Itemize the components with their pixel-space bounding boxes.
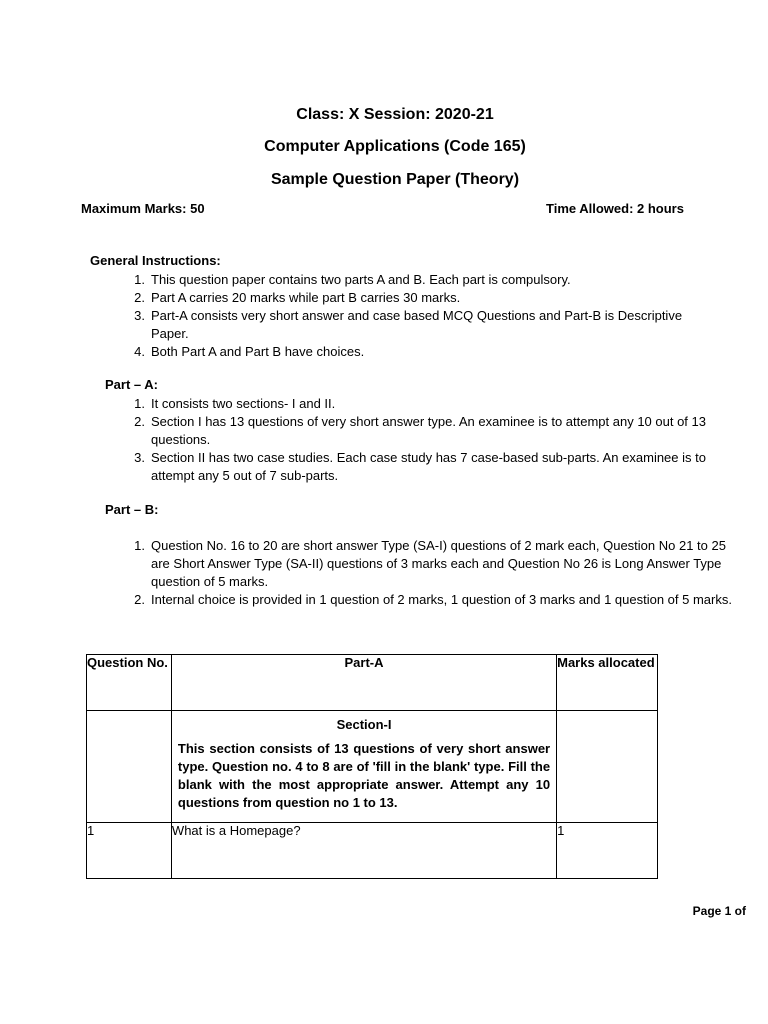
section-marks-cell (557, 711, 658, 823)
table-row (87, 823, 658, 879)
part-b-list (123, 537, 747, 609)
list-item: 1. This question paper contains two parts A and B. Each part is compulsory. (134, 272, 571, 287)
list-item: 2. Part A carries 20 marks while part B carries 30 marks. (134, 290, 461, 305)
general-instructions-list (123, 271, 723, 361)
general-instructions-heading: General Instructions: (90, 253, 221, 268)
part-a-list (123, 395, 747, 485)
class-session-title: Class: X Session: 2020-21 (296, 106, 494, 123)
list-item: 3. Section II has two case studies. Each case study has 7 case-based sub-parts. An examinee is to attempt any 5 out of 7 sub-parts. (134, 450, 706, 483)
list-item: 1. It consists two sections- I and II. (134, 396, 336, 411)
list-item: 2. Internal choice is provided in 1 question of 2 marks, 1 question of 3 marks and 1 question of 5 marks. (134, 592, 732, 607)
section-title: Section-I (336, 717, 392, 732)
list-item: 3. Part-A consists very short answer and case based MCQ Questions and Part-B is Descriptive Paper. (134, 308, 683, 341)
question-table (86, 654, 658, 879)
list-item: 2. Section I has 13 questions of very short answer type. An examinee is to attempt any 10 out of 13 questions. (134, 414, 706, 447)
list-item: 4. Both Part A and Part B have choices. (134, 344, 365, 359)
question-text: What is a Homepage? (171, 823, 556, 879)
maximum-marks: Maximum Marks: 50 (81, 201, 205, 216)
question-number: 1 (87, 823, 172, 879)
paper-type-title: Sample Question Paper (Theory) (270, 171, 520, 188)
page-number: Page 1 of (692, 904, 746, 918)
section-empty-cell (87, 711, 172, 823)
header-marks-allocated: Marks allocated (557, 655, 658, 711)
header-part: Part-A (171, 655, 556, 711)
question-marks: 1 (557, 823, 658, 879)
section-description: This section consists of 13 questions of very short answer type. Question no. 4 to 8 are of 'fill in the blank' type. Fill the blank with the most appropriate answer. Attempt any 10 questions from question no 1 to 13. (177, 741, 551, 810)
time-allowed: Time Allowed: 2 hours (546, 201, 684, 216)
subject-title: Computer Applications (Code 165) (264, 138, 526, 155)
section-row (87, 711, 658, 823)
section-cell (171, 711, 556, 823)
header-question-no: Question No. (87, 655, 172, 711)
table-header-row (87, 655, 658, 711)
part-b-heading: Part – B: (105, 502, 159, 517)
list-item: 1. Question No. 16 to 20 are short answer Type (SA-I) questions of 2 mark each, Question No 21 to 25 are Short Answer Type (SA-II) questions of 3 marks each and Question No 26 is Long Answer Type question of 5 marks. (134, 538, 726, 589)
part-a-heading: Part – A: (105, 377, 158, 392)
